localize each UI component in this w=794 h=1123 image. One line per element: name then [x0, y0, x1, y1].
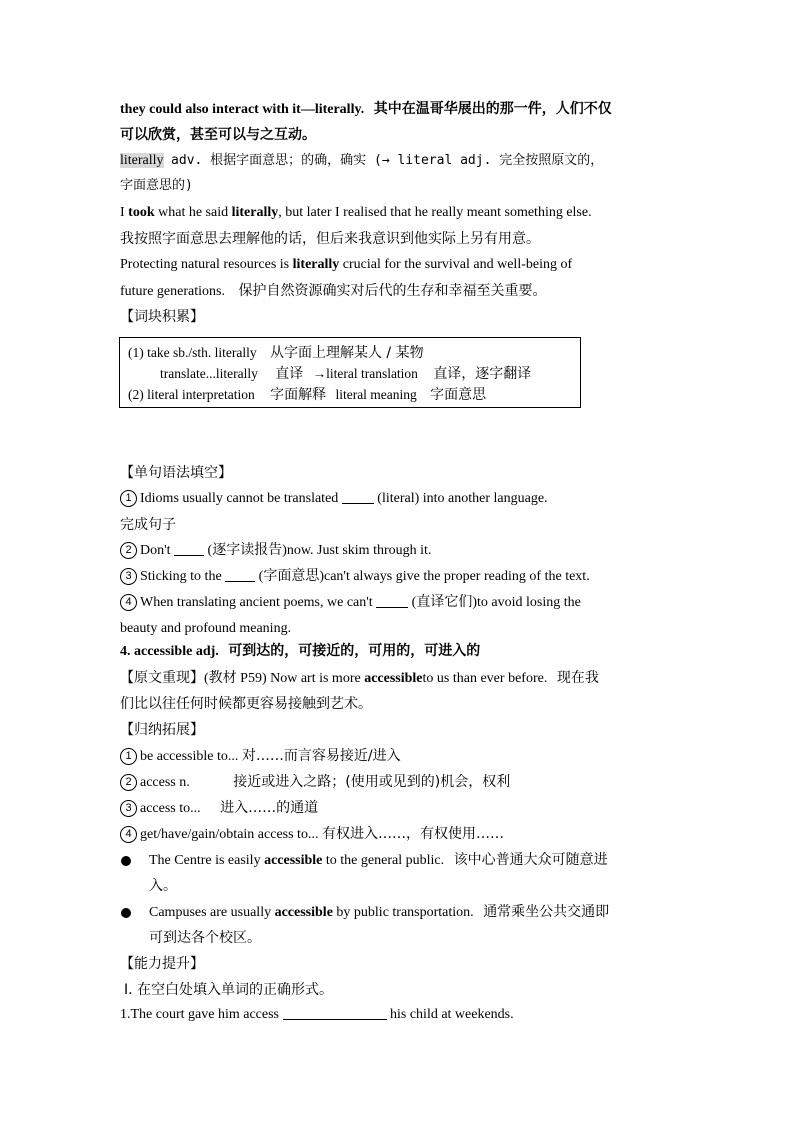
text: literal meaning	[335, 387, 417, 402]
bullet-example-cont: 入。	[149, 878, 177, 894]
bullet-icon	[121, 856, 131, 866]
item-number: 3	[120, 800, 137, 817]
example-2-chinese: 我按照字面意思去理解他的话，但后来我意识到他实际上另有用意。	[120, 231, 540, 247]
bullet-icon	[121, 908, 131, 918]
chunks-heading: 【词块积累】	[120, 309, 204, 325]
text: get/have/gain/obtain access to...	[140, 827, 319, 842]
text: 保护自然资源确实对后代的生存和幸福至关重要。	[238, 283, 547, 299]
phrase-row	[160, 365, 531, 383]
item-number: 3	[120, 568, 137, 585]
keyword: accessible	[274, 905, 333, 920]
exercise-item	[120, 566, 680, 588]
exercise-item	[120, 540, 680, 562]
text: →literal translation	[312, 366, 418, 381]
text: 现在我	[556, 670, 599, 686]
text: 该中心普通大众可随意进	[453, 852, 608, 868]
item-number: 4	[120, 826, 137, 843]
text: 【原文重现】	[120, 670, 204, 686]
text: by public transportation.	[336, 905, 474, 920]
grammar-heading: 【单句语法填空】	[120, 465, 232, 481]
exercise-item-cont: beauty and profound meaning.	[120, 621, 292, 636]
answer-blank[interactable]	[174, 555, 204, 556]
answer-blank[interactable]	[342, 503, 374, 504]
text: future generations.	[120, 284, 225, 299]
original-sentence-cont: 们比以往任何时候都更容易接触到艺术。	[120, 696, 372, 712]
keyword: literally	[292, 257, 340, 272]
text: (直译它们)to avoid losing the	[411, 595, 581, 610]
bullet-example-cont: 可到达各个校区。	[149, 930, 261, 946]
text: Protecting natural resources is	[120, 257, 290, 272]
text: access n.	[140, 775, 190, 790]
item-number: 1	[120, 748, 137, 765]
text: 可到达的，可接近的，可用的，可进入的	[228, 643, 481, 659]
text: 字面意思	[430, 387, 487, 403]
extension-item	[120, 771, 680, 794]
item-number: 4	[120, 594, 137, 611]
text: (literal) into another language.	[377, 491, 548, 506]
text: 从字面上理解某人 / 某物	[269, 345, 424, 361]
text: 4. accessible adj.	[120, 644, 219, 659]
example-chinese: 其中在温哥华展出的那一件，人们不仅	[373, 101, 612, 117]
answer-blank[interactable]	[225, 581, 255, 582]
text: 1.The court gave him access	[120, 1007, 279, 1022]
expand-heading: 【归纳拓展】	[120, 722, 204, 738]
entry-definition-cont: 字面意思的)	[120, 178, 193, 193]
text: crucial for the survival and well-being of	[342, 257, 573, 272]
exercise-item	[120, 488, 680, 510]
text: what he said	[158, 205, 229, 220]
original-sentence	[120, 667, 680, 690]
keyword: literally	[231, 205, 279, 220]
text: Sticking to the	[140, 569, 222, 584]
keyword: accessible	[364, 671, 423, 686]
bullet-example	[149, 901, 679, 924]
example-english: they could also interact with it—literally.	[120, 102, 365, 117]
text: to the general public.	[325, 853, 445, 868]
extension-item	[120, 745, 680, 768]
example-sentence-3-cont	[120, 280, 680, 303]
text: I	[120, 205, 125, 220]
text: Campuses are usually	[149, 905, 272, 920]
keyword: accessible	[264, 853, 323, 868]
exercise-item	[120, 592, 680, 614]
text: Don't	[140, 543, 171, 558]
word-entry	[120, 150, 680, 172]
text: access to...	[140, 801, 201, 816]
text: (2) literal interpretation	[128, 387, 255, 402]
example-sentence-3	[120, 254, 680, 276]
text: 有权进入……，有权使用……	[321, 826, 504, 842]
text: (逐字读报告)now. Just skim through it.	[207, 543, 432, 558]
text: his child at weekends.	[390, 1007, 514, 1022]
text: 直译，逐字翻译	[433, 366, 532, 382]
text: , but later I realised that he really meant something else.	[278, 205, 592, 220]
extension-item	[120, 823, 680, 846]
text: 直译	[275, 366, 304, 382]
exercise-item	[120, 1004, 680, 1026]
bullet-example	[149, 849, 679, 872]
text: The Centre is easily	[149, 853, 261, 868]
text: Idioms usually cannot be translated	[140, 491, 339, 506]
answer-blank[interactable]	[283, 1019, 387, 1020]
complete-heading: 完成句子	[120, 517, 176, 533]
part-heading: Ⅰ. 在空白处填入单词的正确形式。	[124, 982, 334, 998]
ability-heading: 【能力提升】	[120, 956, 204, 972]
answer-blank[interactable]	[376, 607, 408, 608]
extension-item	[120, 797, 680, 820]
item-number: 2	[120, 774, 137, 791]
text: 进入……的通道	[220, 800, 319, 816]
phrase-row	[128, 344, 424, 362]
text: 对……而言容易接近/进入	[241, 748, 401, 764]
entry-word: literally	[120, 153, 164, 168]
text: (教材 P59) Now art is more	[204, 671, 361, 686]
text: 接近或进入之路；(使用或见到的)机会，权利	[233, 774, 511, 790]
text: (字面意思)can't always give the proper reading of the text.	[258, 569, 590, 584]
example-chinese-cont: 可以欣赏，甚至可以与之互动。	[120, 127, 316, 143]
example-sentence	[120, 98, 680, 121]
entry-definition: adv. 根据字面意思；的确，确实 (→ literal adj. 完全按照原文的，	[171, 153, 604, 168]
text: When translating ancient poems, we can't	[140, 595, 373, 610]
text: be accessible to...	[140, 749, 239, 764]
text: to us than ever before.	[422, 671, 548, 686]
text: 通常乘坐公共交通即	[483, 904, 610, 920]
text: translate...literally	[160, 366, 258, 381]
item-number: 1	[120, 490, 137, 507]
item-number: 2	[120, 542, 137, 559]
word-heading	[120, 640, 680, 663]
phrase-row	[128, 386, 486, 404]
text: 字面解释	[270, 387, 327, 403]
keyword: took	[128, 205, 155, 220]
example-sentence-2	[120, 202, 680, 224]
text: (1) take sb./sth. literally	[128, 345, 257, 360]
phrase-box	[119, 337, 581, 408]
